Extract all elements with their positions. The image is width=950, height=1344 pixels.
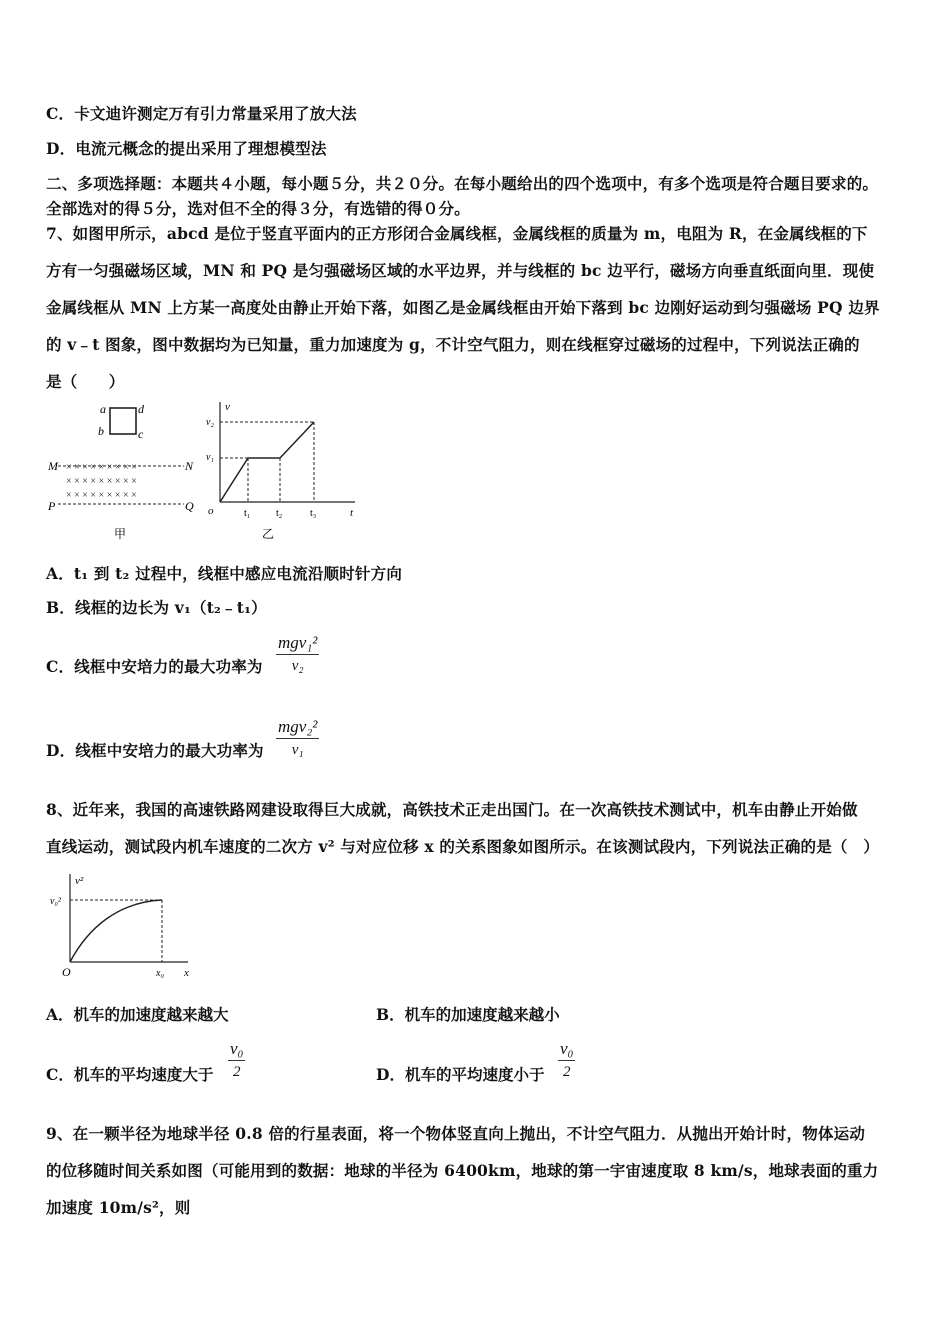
q8-stem-line-1: 8、近年来，我国的高速铁路网建设取得巨大成就，高铁技术正走出国门。在一次高铁技术测试中，机车由静止开始做 — [46, 800, 858, 819]
q8-figure — [48, 868, 198, 980]
fraction-denominator: v₁ — [291, 742, 304, 758]
fraction-numerator: v₀ — [228, 1038, 245, 1061]
q7-stem-line-5: 是（ ） — [46, 372, 125, 391]
label-Q: Q — [185, 499, 194, 513]
section-heading-line-2: 全部选对的得５分，选对但不全的得３分，有选错的得０分。 — [46, 199, 470, 218]
q8-option-d: D．机车的平均速度小于 — [376, 1065, 545, 1084]
q8-option-a: A．机车的加速度越来越大 — [46, 1005, 229, 1024]
fraction-denominator: 2 — [562, 1064, 571, 1080]
q9-stem-line-2: 的位移随时间关系如图（可能用到的数据：地球的半径为 6400km，地球的第一宇宙速度取 8 km/s，地球表面的重力 — [46, 1161, 879, 1180]
option-c-previous: C．卡文迪许测定万有引力常量采用了放大法 — [46, 104, 357, 123]
label-b: b — [98, 424, 104, 438]
fraction-denominator: 2 — [232, 1064, 241, 1080]
label-c: c — [138, 427, 144, 441]
q7-stem-line-4: 的 v﹣t 图象，图中数据均为已知量，重力加速度为 g，不计空气阻力，则在线框穿过磁场的过程中，下列说法正确的 — [46, 335, 860, 354]
q7-option-a: A．t₁ 到 t₂ 过程中，线框中感应电流沿顺时针方向 — [46, 564, 403, 583]
axis-label-t: t — [350, 507, 354, 519]
wire-frame — [110, 408, 136, 434]
v2x-curve — [70, 900, 162, 962]
y-tick-v0sq: v₀² — [50, 896, 61, 907]
origin-label: o — [208, 505, 214, 517]
caption-jia: 甲 — [114, 527, 127, 541]
label-M: M — [48, 459, 58, 473]
fraction-numerator: mgv₁² — [276, 632, 319, 655]
q7-stem-line-1: 7、如图甲所示，abcd 是位于竖直平面内的正方形闭合金属线框，金属线框的质量为 m，电阻为 R，在金属线框的下 — [46, 224, 868, 243]
q8-option-c: C．机车的平均速度大于 — [46, 1065, 214, 1084]
q7-figure-jia — [44, 398, 200, 550]
fraction-numerator: v₀ — [558, 1038, 575, 1061]
q7-stem-line-3: 金属线框从 MN 上方某一高度处由静止开始下落，如图乙是金属线框由开始下落到 bc 边刚好运动到匀强磁场 PQ 边界 — [46, 298, 880, 317]
q8-option-c-fraction — [228, 1038, 245, 1083]
label-N: N — [185, 459, 194, 473]
svg-text:× × × × × × × × ×: × × × × × × × × × — [66, 490, 137, 501]
q8-stem-line-2: 直线运动，测试段内机车速度的二次方 v² 与对应位移 x 的关系图象如图所示。在该测试段内，下列说法正确的是（ ） — [46, 837, 880, 856]
svg-text:× × × × × × × × ×: × × × × × × × × × — [66, 476, 137, 487]
q7-figure-yi — [200, 398, 360, 550]
q7-option-d-fraction — [276, 716, 319, 761]
origin-label: O — [62, 965, 71, 979]
tick-v1: v₁ — [206, 452, 214, 463]
q9-stem-line-3: 加速度 10m/s²，则 — [46, 1198, 191, 1217]
q7-option-c-fraction — [276, 632, 319, 677]
q8-option-b: B．机车的加速度越来越小 — [376, 1005, 560, 1024]
section-heading-line-1: 二、多项选择题：本题共４小题，每小题５分，共２０分。在每小题给出的四个选项中，有多个选项是符合题目要求的。 — [46, 174, 879, 193]
magnetic-field-crosses — [66, 462, 137, 501]
vt-curve — [220, 422, 314, 502]
tick-t3: t₃ — [310, 508, 317, 519]
caption-yi: 乙 — [262, 527, 275, 541]
label-P: P — [48, 499, 56, 513]
svg-text:× × × × × × × × ×: × × × × × × × × × — [66, 462, 137, 473]
option-d-previous: D．电流元概念的提出采用了理想模型法 — [46, 139, 327, 158]
q7-option-d: D．线框中安培力的最大功率为 — [46, 741, 264, 760]
q9-stem-line-1: 9、在一颗半径为地球半径 0.8 倍的行星表面，将一个物体竖直向上抛出，不计空气阻力．从抛出开始计时，物体运动 — [46, 1124, 866, 1143]
q7-option-b: B．线框的边长为 v₁（t₂﹣t₁） — [46, 598, 267, 617]
q7-option-c: C．线框中安培力的最大功率为 — [46, 657, 263, 676]
label-d: d — [138, 402, 144, 416]
x-axis-label: x — [184, 967, 189, 979]
tick-t1: t₁ — [244, 508, 251, 519]
tick-t2: t₂ — [276, 508, 283, 519]
y-axis-label: v² — [75, 875, 84, 887]
axis-label-v: v — [225, 401, 230, 413]
fraction-denominator: v₂ — [291, 658, 304, 674]
label-a: a — [100, 402, 106, 416]
tick-v2: v₂ — [206, 417, 214, 428]
x-tick-x0: x₀ — [156, 968, 164, 979]
q8-option-d-fraction — [558, 1038, 575, 1083]
q7-stem-line-2: 方有一匀强磁场区域，MN 和 PQ 是匀强磁场区域的水平边界，并与线框的 bc 边平行，磁场方向垂直纸面向里．现使 — [46, 261, 875, 280]
fraction-numerator: mgv₂² — [276, 716, 319, 739]
